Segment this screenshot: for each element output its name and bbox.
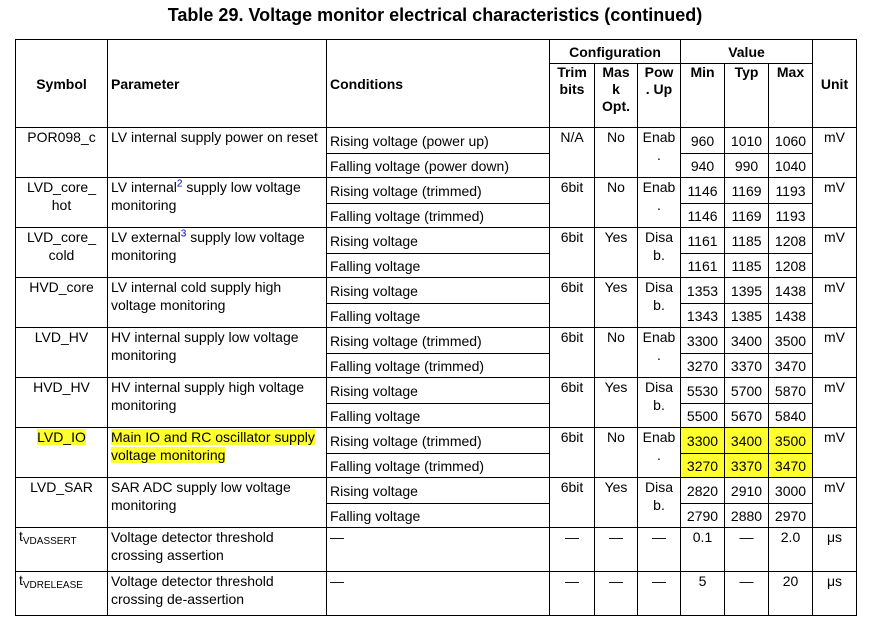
parameter-cell: LV internal cold supply high voltage monitoring: [108, 278, 327, 328]
symbol-cell: LVD_core_ cold: [16, 228, 108, 278]
typ-cell: 1169: [725, 178, 769, 204]
min-cell: 5500: [681, 404, 725, 428]
typ-cell: 3370: [725, 354, 769, 378]
min-cell: 3270: [681, 354, 725, 378]
min-cell: 3300: [681, 428, 725, 454]
max-cell: 1438: [769, 278, 813, 304]
condition-cell: Falling voltage: [327, 504, 550, 528]
symbol-main: t: [19, 528, 23, 544]
highlighted-text: LVD_IO: [37, 429, 86, 445]
mask-opt-cell: Yes: [595, 478, 638, 528]
parameter-cell: HV internal supply low voltage monitoring: [108, 328, 327, 378]
parameter-text: supply low voltage monitoring: [111, 179, 301, 213]
header-parameter: Parameter: [108, 40, 327, 128]
header-unit: Unit: [813, 40, 857, 128]
max-cell: 5840: [769, 404, 813, 428]
condition-cell: Falling voltage: [327, 254, 550, 278]
typ-cell: 5700: [725, 378, 769, 404]
pow-up-cell: Enab .: [638, 128, 681, 178]
header-mask-opt: Mas k Opt.: [595, 64, 638, 128]
min-cell: 1146: [681, 204, 725, 228]
min-cell: 1146: [681, 178, 725, 204]
mask-opt-cell: —: [595, 528, 638, 572]
symbol-subscript: VDRELEASE: [22, 580, 83, 591]
typ-cell: 2910: [725, 478, 769, 504]
table-row: [16, 328, 857, 354]
min-cell: 1353: [681, 278, 725, 304]
symbol-cell: HVD_core: [16, 278, 108, 328]
trim-bits-cell: 6bit: [550, 228, 595, 278]
symbol-cell: LVD_HV: [16, 328, 108, 378]
typ-cell: 990: [725, 154, 769, 178]
min-cell: 5530: [681, 378, 725, 404]
header-typ: Typ: [725, 64, 769, 128]
symbol-cell: [16, 428, 108, 478]
parameter-cell: [108, 428, 327, 478]
symbol-subscript: VDASSERT: [22, 536, 77, 547]
table-row: [16, 128, 857, 154]
mask-opt-cell: —: [595, 572, 638, 616]
parameter-text: LV external: [111, 229, 181, 245]
pow-up-cell: Disa b.: [638, 478, 681, 528]
header-conditions: Conditions: [327, 40, 550, 128]
min-cell: 0.1: [681, 528, 725, 572]
symbol-cell: POR098_c: [16, 128, 108, 178]
min-cell: 3270: [681, 454, 725, 478]
unit-cell: μs: [813, 528, 857, 572]
max-cell: 3500: [769, 328, 813, 354]
max-cell: 1040: [769, 154, 813, 178]
condition-cell: Rising voltage (trimmed): [327, 178, 550, 204]
pow-up-cell: —: [638, 528, 681, 572]
symbol-cell: LVD_SAR: [16, 478, 108, 528]
unit-cell: mV: [813, 278, 857, 328]
voltage-monitor-table: [15, 39, 857, 616]
table-row: [16, 528, 857, 572]
max-cell: 1193: [769, 178, 813, 204]
min-cell: 2820: [681, 478, 725, 504]
condition-cell: Rising voltage: [327, 378, 550, 404]
typ-cell: 5670: [725, 404, 769, 428]
min-cell: 5: [681, 572, 725, 616]
header-symbol: Symbol: [16, 40, 108, 128]
parameter-cell: SAR ADC supply low voltage monitoring: [108, 478, 327, 528]
unit-cell: mV: [813, 128, 857, 178]
symbol-cell: [16, 528, 108, 572]
table-row: [16, 478, 857, 504]
header-configuration: Configuration: [550, 40, 681, 64]
max-cell: 1060: [769, 128, 813, 154]
min-cell: 2790: [681, 504, 725, 528]
condition-cell: Rising voltage (trimmed): [327, 328, 550, 354]
parameter-text: supply low voltage monitoring: [111, 229, 305, 263]
table-row: [16, 278, 857, 304]
header-trim-bits: Trim bits: [550, 64, 595, 128]
min-cell: 1161: [681, 254, 725, 278]
pow-up-cell: Enab .: [638, 178, 681, 228]
trim-bits-cell: —: [550, 528, 595, 572]
unit-cell: mV: [813, 178, 857, 228]
condition-cell: Falling voltage (trimmed): [327, 204, 550, 228]
min-cell: 940: [681, 154, 725, 178]
table-row: [16, 228, 857, 254]
condition-cell: Rising voltage (power up): [327, 128, 550, 154]
pow-up-cell: Enab .: [638, 328, 681, 378]
condition-cell: Falling voltage: [327, 404, 550, 428]
typ-cell: 1185: [725, 228, 769, 254]
condition-cell: Falling voltage (trimmed): [327, 454, 550, 478]
min-cell: 1343: [681, 304, 725, 328]
typ-cell: 1395: [725, 278, 769, 304]
mask-opt-cell: Yes: [595, 228, 638, 278]
max-cell: 5870: [769, 378, 813, 404]
typ-cell: 1169: [725, 204, 769, 228]
table-title: Table 29. Voltage monitor electrical characteristics (continued): [167, 5, 703, 25]
header-pow-up: Pow . Up: [638, 64, 681, 128]
unit-cell: mV: [813, 228, 857, 278]
typ-cell: 3370: [725, 454, 769, 478]
typ-cell: 2880: [725, 504, 769, 528]
max-cell: 3000: [769, 478, 813, 504]
trim-bits-cell: 6bit: [550, 328, 595, 378]
condition-cell: Falling voltage: [327, 304, 550, 328]
condition-cell: Falling voltage (power down): [327, 154, 550, 178]
unit-cell: mV: [813, 328, 857, 378]
parameter-text: LV internal: [111, 179, 177, 195]
max-cell: 2.0: [769, 528, 813, 572]
symbol-main: t: [19, 572, 23, 588]
condition-cell: —: [327, 528, 550, 572]
condition-cell: Rising voltage: [327, 278, 550, 304]
trim-bits-cell: 6bit: [550, 478, 595, 528]
unit-cell: mV: [813, 478, 857, 528]
table-row: [16, 428, 857, 454]
symbol-cell: [16, 572, 108, 616]
parameter-cell: HV internal supply high voltage monitoring: [108, 378, 327, 428]
mask-opt-cell: No: [595, 328, 638, 378]
symbol-cell: HVD_HV: [16, 378, 108, 428]
max-cell: 1208: [769, 228, 813, 254]
parameter-cell: Voltage detector threshold crossing assertion: [108, 528, 327, 572]
min-cell: 3300: [681, 328, 725, 354]
mask-opt-cell: No: [595, 178, 638, 228]
unit-cell: mV: [813, 428, 857, 478]
header-value: Value: [681, 40, 813, 64]
typ-cell: 3400: [725, 328, 769, 354]
mask-opt-cell: Yes: [595, 378, 638, 428]
table-row: [16, 178, 857, 204]
pow-up-cell: Disa b.: [638, 378, 681, 428]
mask-opt-cell: No: [595, 428, 638, 478]
unit-cell: mV: [813, 378, 857, 428]
parameter-cell: Voltage detector threshold crossing de-assertion: [108, 572, 327, 616]
table-row: [16, 378, 857, 404]
typ-cell: 1010: [725, 128, 769, 154]
max-cell: 1208: [769, 254, 813, 278]
trim-bits-cell: 6bit: [550, 428, 595, 478]
typ-cell: 1385: [725, 304, 769, 328]
parameter-cell: [108, 178, 327, 228]
condition-cell: Rising voltage (trimmed): [327, 428, 550, 454]
parameter-cell: LV internal supply power on reset: [108, 128, 327, 178]
typ-cell: 1185: [725, 254, 769, 278]
max-cell: 3500: [769, 428, 813, 454]
pow-up-cell: —: [638, 572, 681, 616]
typ-cell: 3400: [725, 428, 769, 454]
condition-cell: —: [327, 572, 550, 616]
symbol-cell: LVD_core_ hot: [16, 178, 108, 228]
highlighted-text: Main IO and RC oscillator supply voltage monitoring: [111, 429, 315, 463]
min-cell: 960: [681, 128, 725, 154]
table-row: [16, 572, 857, 616]
typ-cell: —: [725, 572, 769, 616]
trim-bits-cell: 6bit: [550, 378, 595, 428]
max-cell: 1438: [769, 304, 813, 328]
max-cell: 2970: [769, 504, 813, 528]
typ-cell: —: [725, 528, 769, 572]
trim-bits-cell: 6bit: [550, 278, 595, 328]
trim-bits-cell: 6bit: [550, 178, 595, 228]
header-min: Min: [681, 64, 725, 128]
trim-bits-cell: N/A: [550, 128, 595, 178]
footnote-ref-link[interactable]: 3: [180, 228, 187, 240]
max-cell: 20: [769, 572, 813, 616]
max-cell: 1193: [769, 204, 813, 228]
condition-cell: Rising voltage: [327, 478, 550, 504]
pow-up-cell: Disa b.: [638, 278, 681, 328]
pow-up-cell: Disa b.: [638, 228, 681, 278]
mask-opt-cell: Yes: [595, 278, 638, 328]
max-cell: 3470: [769, 354, 813, 378]
footnote-ref-link[interactable]: 2: [176, 178, 183, 190]
header-max: Max: [769, 64, 813, 128]
trim-bits-cell: —: [550, 572, 595, 616]
unit-cell: μs: [813, 572, 857, 616]
max-cell: 3470: [769, 454, 813, 478]
pow-up-cell: Enab .: [638, 428, 681, 478]
parameter-cell: [108, 228, 327, 278]
condition-cell: Falling voltage (trimmed): [327, 354, 550, 378]
condition-cell: Rising voltage: [327, 228, 550, 254]
min-cell: 1161: [681, 228, 725, 254]
mask-opt-cell: No: [595, 128, 638, 178]
